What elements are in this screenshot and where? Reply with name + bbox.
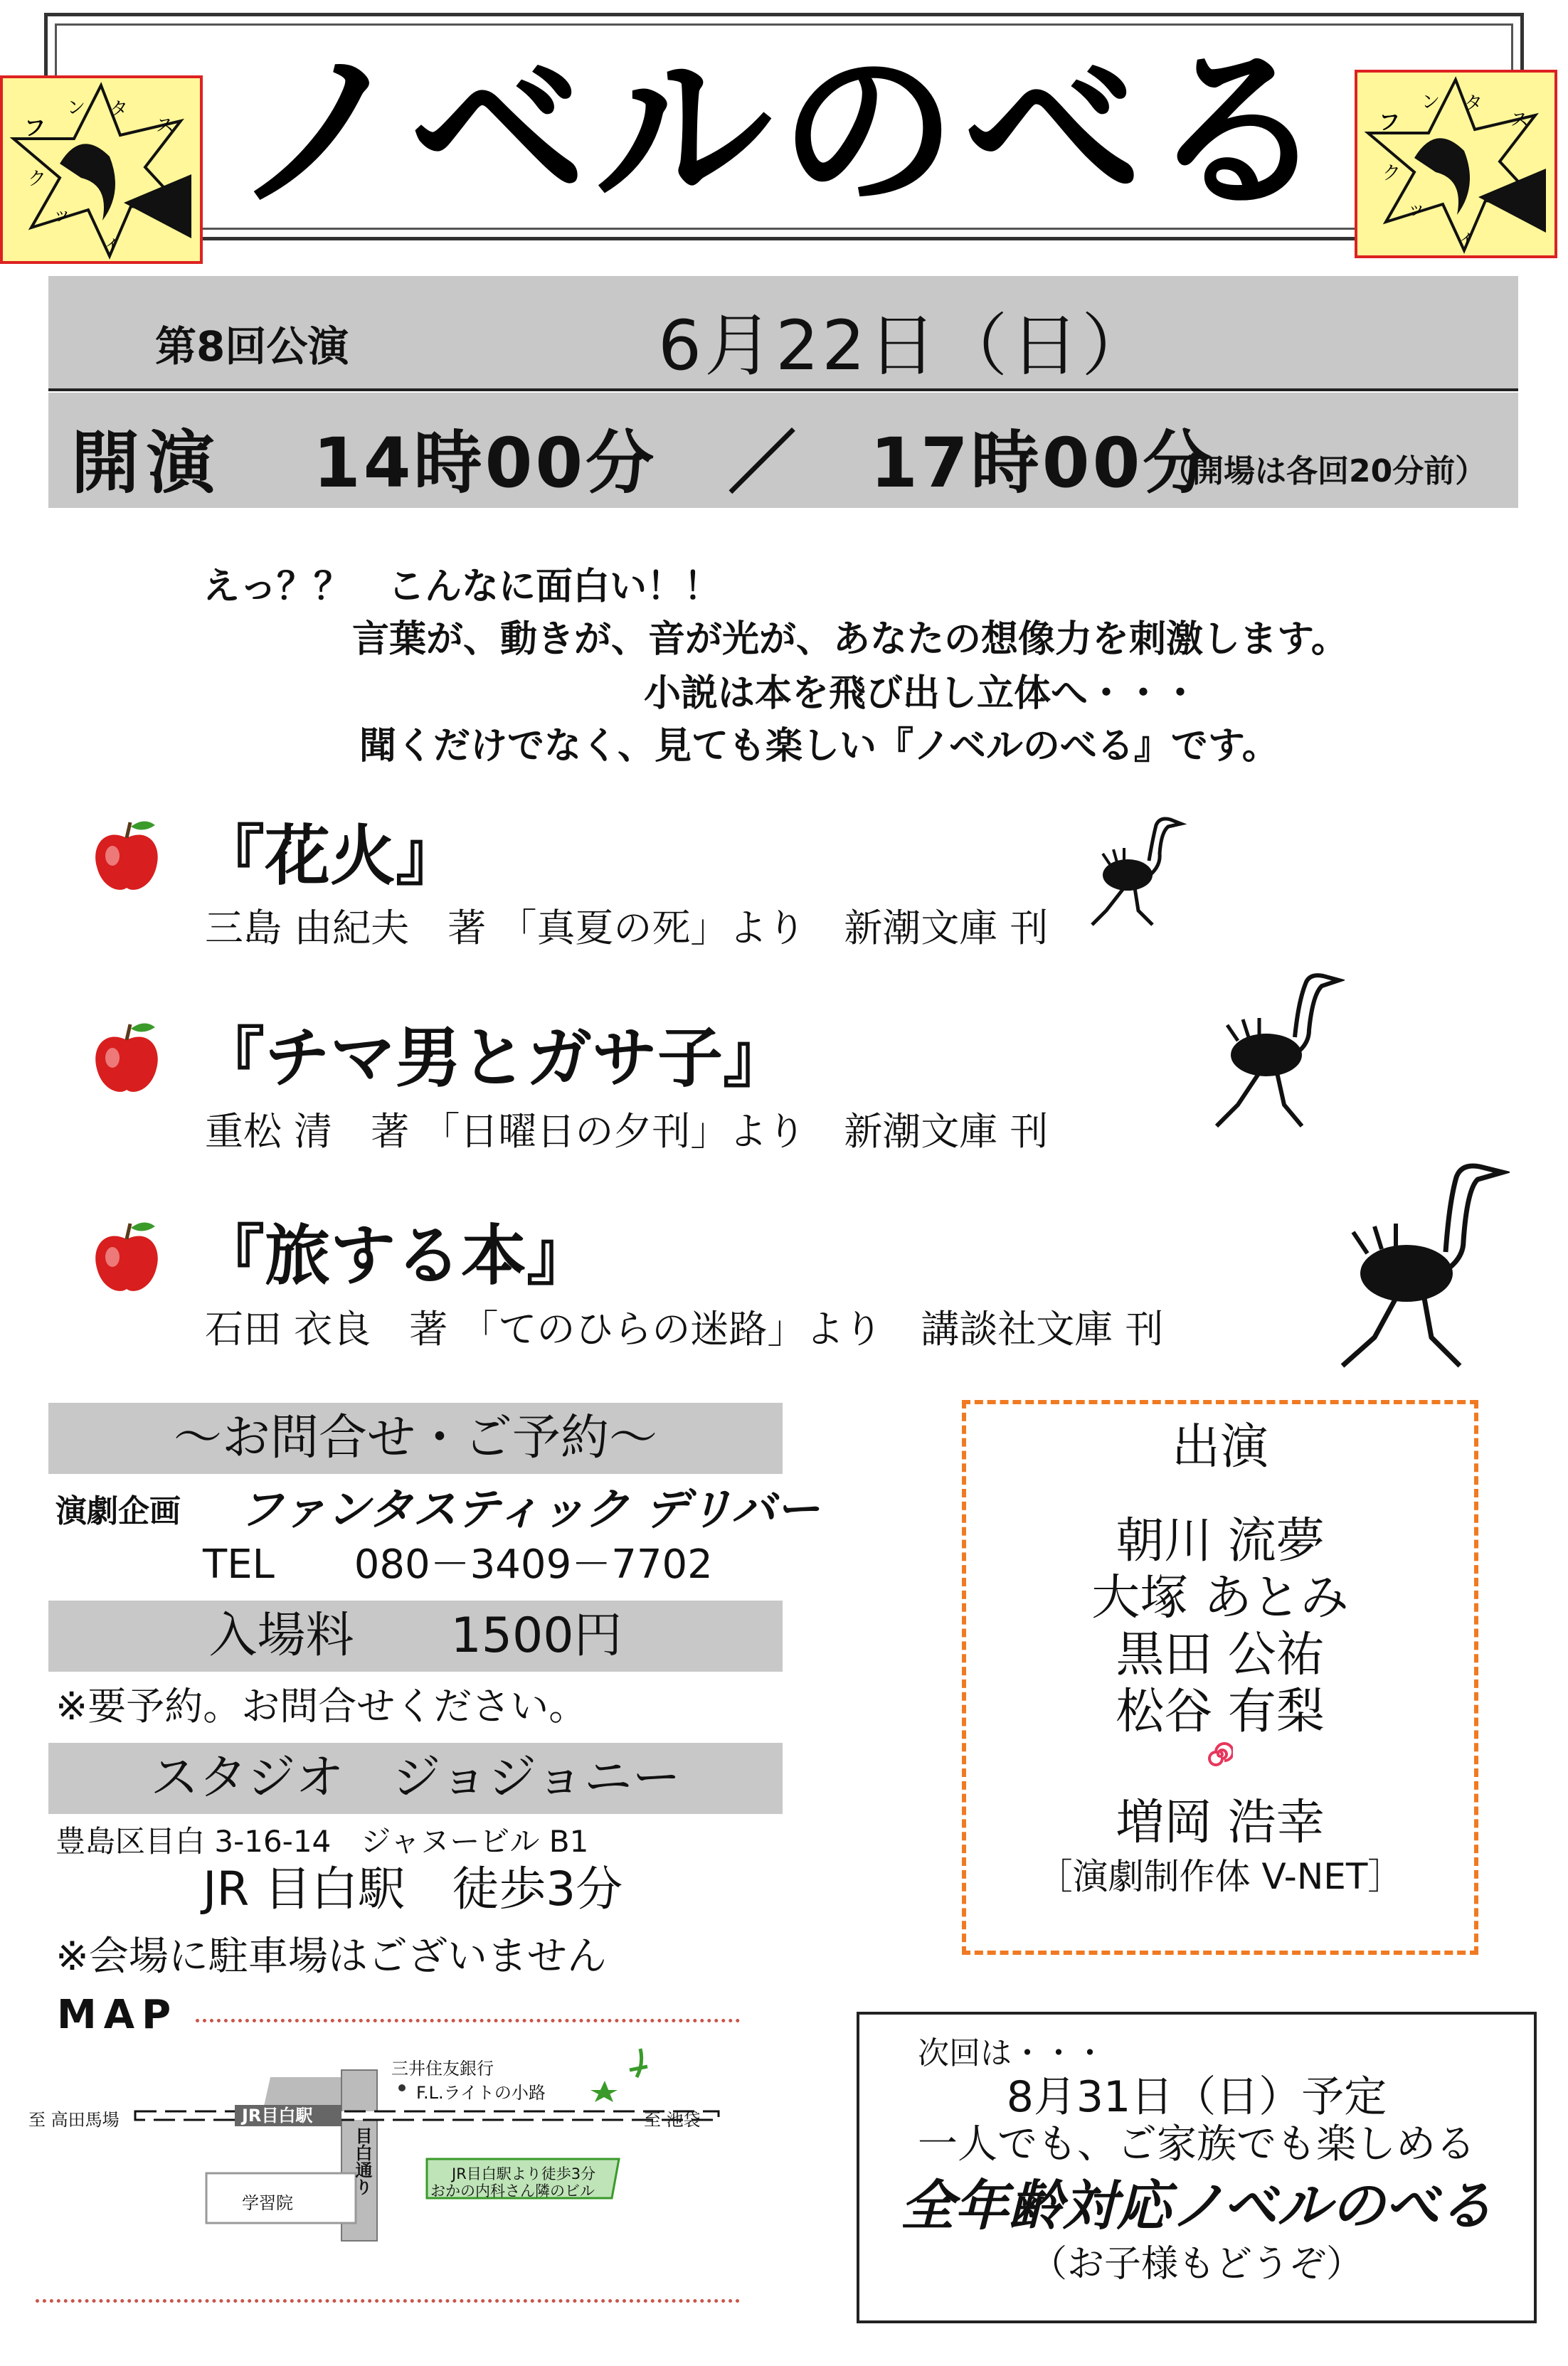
logo-right	[1355, 70, 1557, 258]
next-intro: 次回は・・・	[918, 2035, 1106, 2071]
fantastic-delivery-logo-icon	[3, 78, 200, 261]
parking-note: ※会場に駐車場はございません	[55, 1933, 607, 1980]
work-subtitle: 重松 清 著 「日曜日の夕刊」より 新潮文庫 刊	[205, 1109, 1049, 1154]
logo-left	[0, 75, 203, 264]
guest-org: ［演劇制作体 V-NET］	[1037, 1856, 1404, 1897]
page-title: ノベルのべる	[231, 28, 1334, 235]
next-tagline: 一人でも、ご家族でも楽しめる	[918, 2121, 1476, 2168]
curtain-label: 開演	[71, 423, 222, 503]
contact-tel[interactable]: TEL 080－3409－7702	[203, 1542, 713, 1588]
logo-char: ン	[1421, 92, 1441, 113]
next-title: 全年齢対応ノベルのべる	[900, 2174, 1493, 2237]
map-left-direction: 至 高田馬場	[28, 2110, 120, 2130]
performance-date: 6月22日（日）	[658, 306, 1153, 386]
org-label: 演劇企画	[55, 1493, 181, 1529]
map	[28, 2035, 740, 2269]
next-date: 8月31日（日）予定	[1006, 2072, 1387, 2122]
map-divider-top	[196, 2019, 740, 2022]
map-station-label: JR目白駅	[242, 2106, 313, 2126]
map-school-label: 学習院	[242, 2193, 293, 2213]
performance-number: 第8回公演	[155, 322, 349, 371]
logo-char: ッ	[1407, 198, 1426, 220]
venue-star-icon	[590, 2081, 618, 2102]
admission-note: ※要予約。お問合せください。	[55, 1684, 588, 1729]
work-title: 『旅する本』	[199, 1218, 593, 1294]
logo-char: ッ	[53, 204, 72, 226]
spiral-icon	[1207, 1741, 1233, 1767]
cast-member: 黒田 公祐	[1116, 1627, 1325, 1683]
logo-char: フ	[24, 116, 46, 141]
logo-char: タ	[110, 99, 129, 120]
map-bank-label: 三井住友銀行	[391, 2059, 494, 2079]
logo-char: フ	[1379, 110, 1400, 135]
venue-header: スタジオ ジョジョニー	[48, 1743, 783, 1814]
apple-icon	[91, 817, 162, 895]
map-right-direction: 至 池袋	[644, 2110, 701, 2130]
logo-char: ン	[67, 97, 86, 119]
ostrich-icon	[1202, 966, 1345, 1137]
intro-line: 言葉が、動きが、音が光が、あなたの想像力を刺激します。	[352, 618, 1348, 661]
ostrich-icon	[1081, 811, 1188, 932]
map-street-label: 目白通り	[352, 2127, 372, 2195]
work-title: 『花火』	[199, 818, 462, 894]
map-alley-label: F.L.ライトの小路	[416, 2083, 546, 2103]
logo-char: ィ	[1457, 227, 1476, 248]
apple-icon	[91, 1218, 162, 1296]
curtain-times: 14時00分 ／ 17時00分	[313, 423, 1214, 503]
doors-open-note: （開場は各回20分前）	[1161, 453, 1487, 489]
logo-char: タ	[1464, 93, 1483, 115]
cast-member: 松谷 有梨	[1116, 1684, 1325, 1740]
intro-line: 聞くだけでなく、見ても楽しい『ノベルのべる』です。	[359, 725, 1279, 768]
cast-member: 朝川 流夢	[1116, 1513, 1325, 1569]
logo-char: ス	[1510, 110, 1530, 131]
cast-header: 出演	[1171, 1419, 1268, 1475]
logo-char: ス	[156, 115, 175, 137]
map-label: MAP	[57, 1992, 179, 2038]
map-note-line: JR目白駅より徒歩3分	[452, 2165, 596, 2182]
logo-char: ク	[28, 169, 47, 190]
apple-icon	[91, 1019, 162, 1097]
next-note: （お子様もどうぞ）	[1029, 2243, 1363, 2286]
work-subtitle: 三島 由紀夫 著 「真夏の死」より 新潮文庫 刊	[205, 906, 1049, 950]
contact-header: ～お問合せ・ご予約～	[48, 1403, 783, 1474]
ostrich-icon	[1325, 1152, 1510, 1380]
logo-char: ィ	[102, 233, 122, 254]
cast-member: 大塚 あとみ	[1091, 1570, 1349, 1626]
work-subtitle: 石田 衣良 著 「てのひらの迷路」より 講談社文庫 刊	[205, 1307, 1164, 1352]
intro-line: 小説は本を飛び出し立体へ・・・	[644, 672, 1199, 715]
logo-char: ク	[1382, 163, 1402, 184]
guest-member: 増岡 浩幸	[1116, 1795, 1325, 1851]
map-drawing	[28, 2035, 740, 2269]
intro-line: えっ？？ こんなに面白い！！	[203, 566, 721, 608]
map-divider-bottom	[36, 2299, 740, 2303]
venue-access: JR 目白駅 徒歩3分	[203, 1862, 623, 1916]
work-title: 『チマ男とガサ子』	[199, 1020, 789, 1096]
venue-address: 豊島区目白 3-16-14 ジャヌービル B1	[55, 1824, 589, 1859]
org-name: ファンタスティック デリバー	[239, 1483, 820, 1535]
fantastic-delivery-logo-icon	[1357, 73, 1554, 255]
map-note-line: おかの内科さん隣のビル	[430, 2182, 595, 2200]
admission-header: 入場料 1500円	[48, 1601, 783, 1672]
